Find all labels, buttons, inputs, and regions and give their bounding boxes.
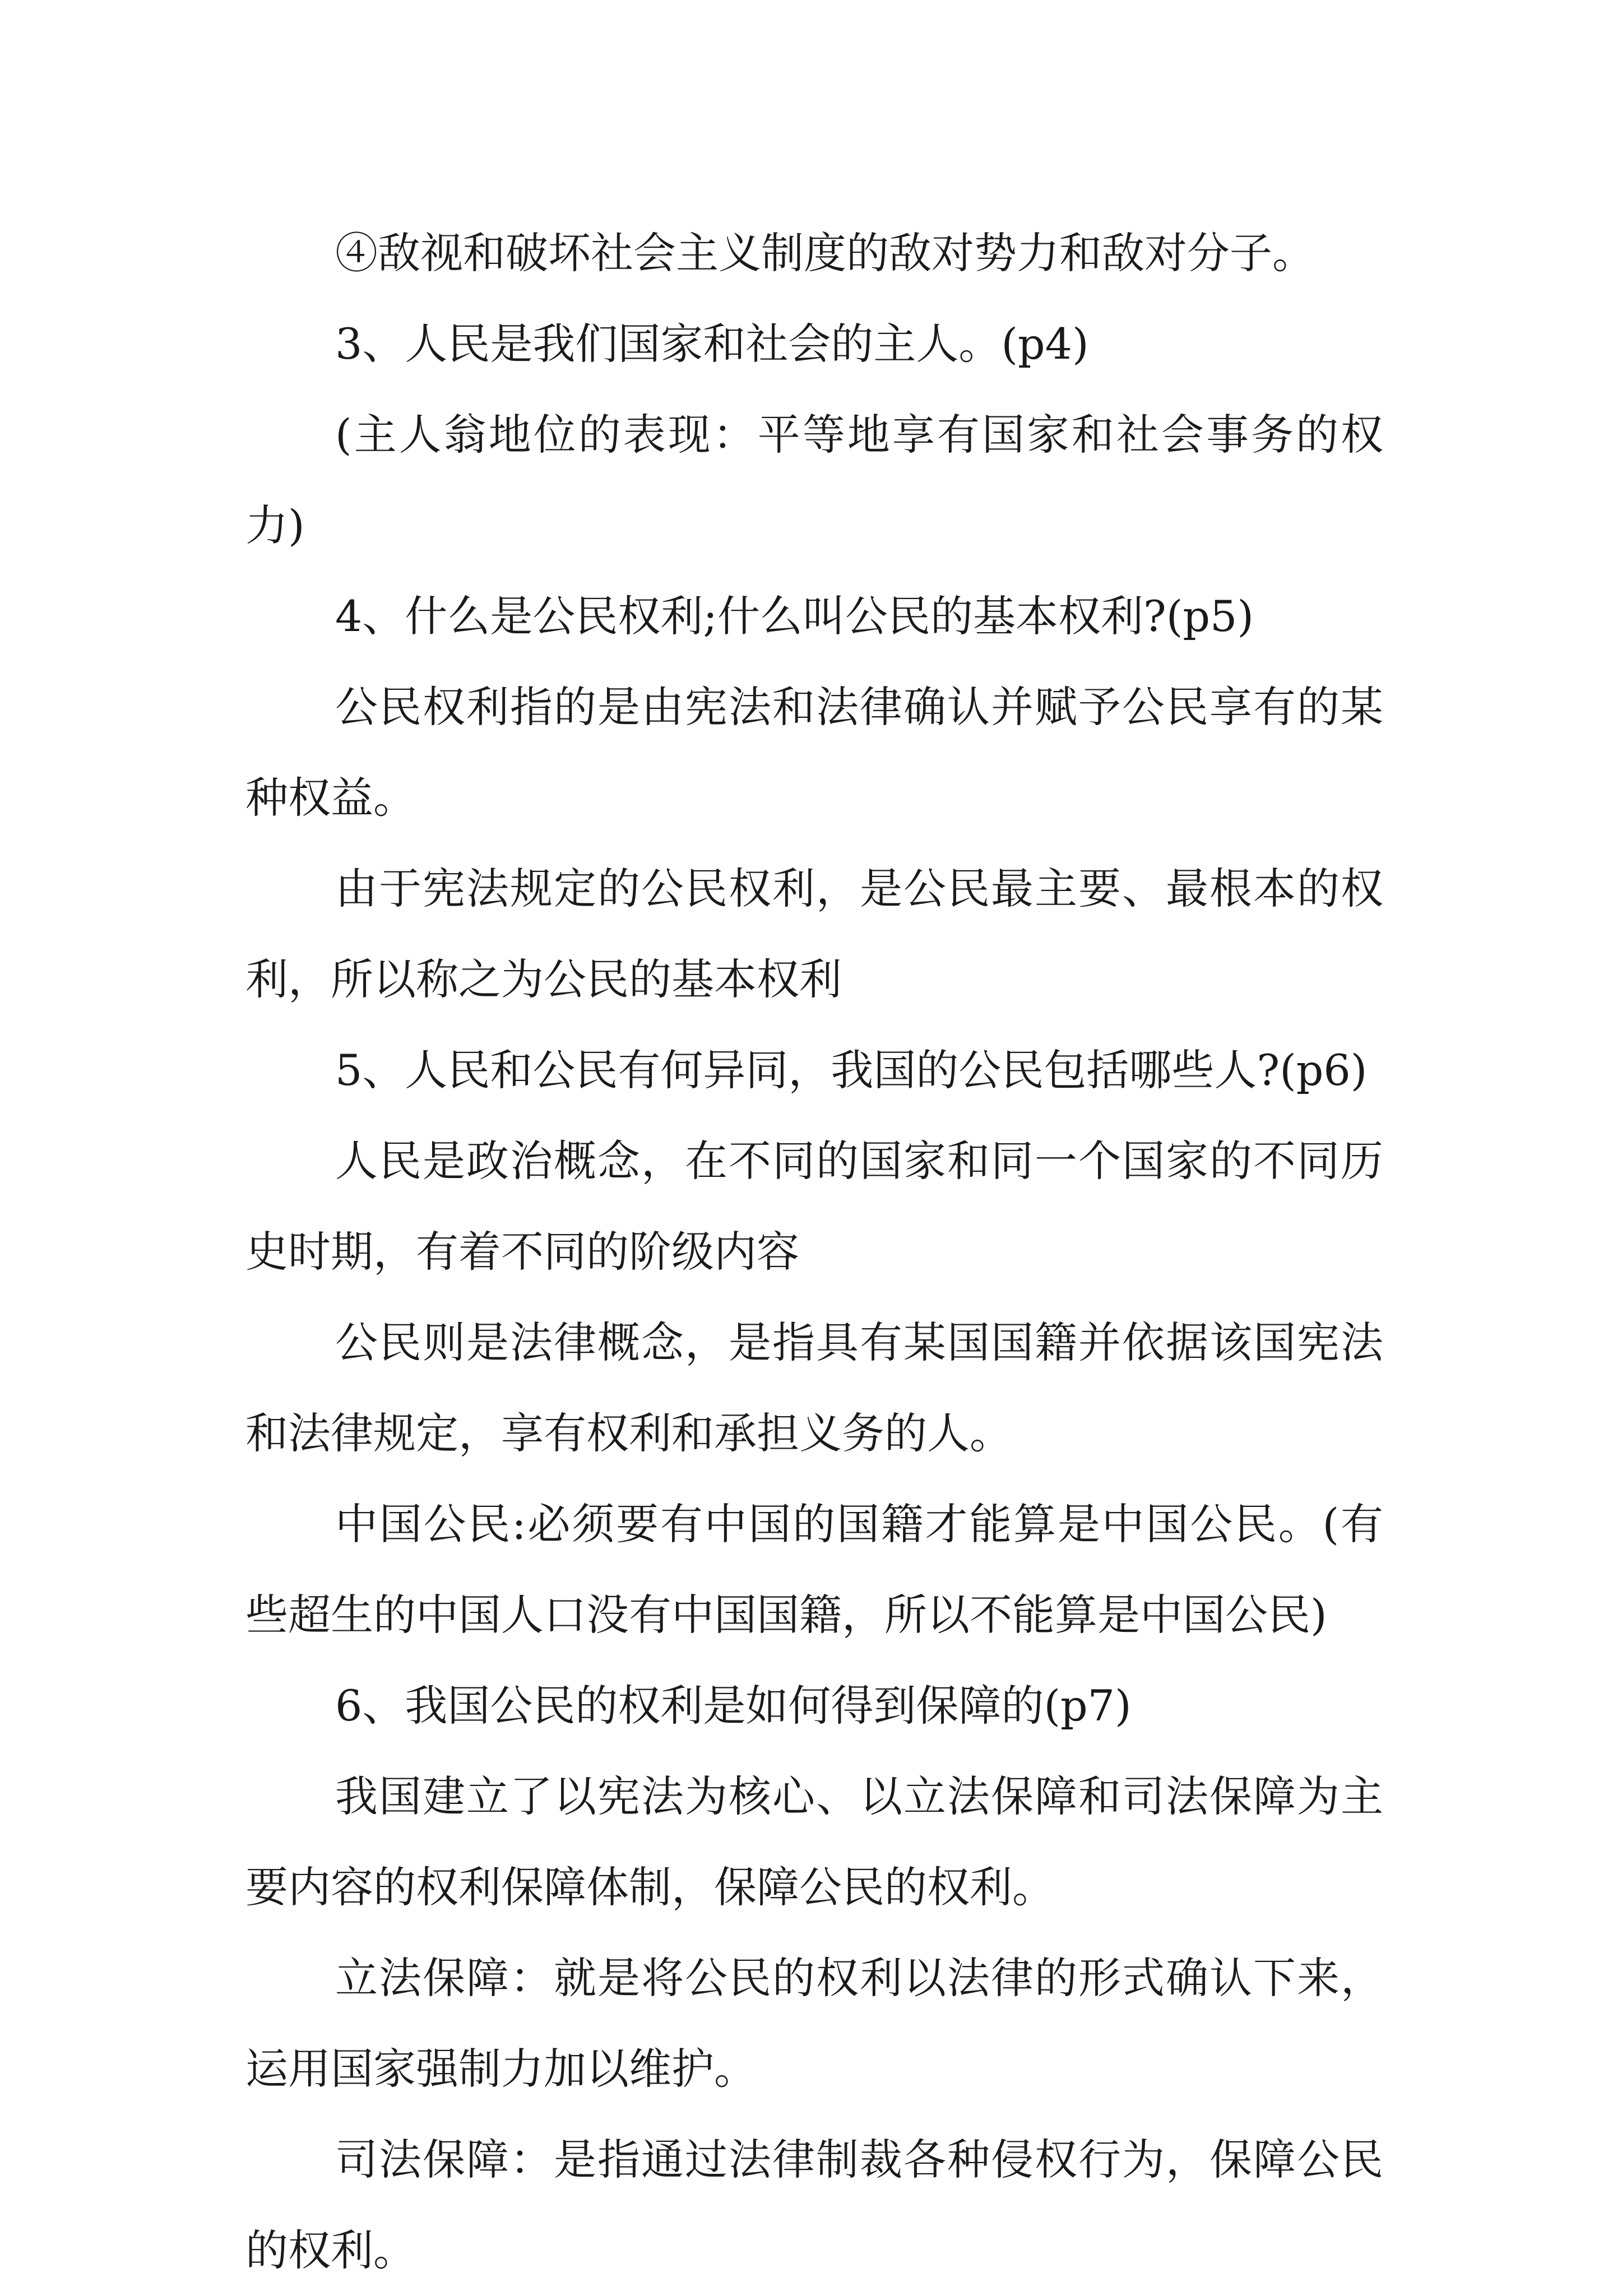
paragraph-chinese-citizen: 中国公民:必须要有中国的国籍才能算是中国公民。(有些超生的中国人口没有中国国籍，所以不能算是中国公民) xyxy=(245,1499,1383,1640)
heading-q5-people-vs-citizens: 5、人民和公民有何异同，我国的公民包括哪些人?(p6) xyxy=(335,1045,1368,1095)
paragraph-legislative-protection: 立法保障：就是将公民的权利以法律的形式确认下来，运用国家强制力加以维护。 xyxy=(245,1953,1383,2094)
paragraph-master-status: (主人翁地位的表现：平等地享有国家和社会事务的权力) xyxy=(245,410,1383,550)
paragraph-citizen-rights-definition: 公民权利指的是由宪法和法律确认并赋予公民享有的某种权益。 xyxy=(245,682,1383,823)
paragraph-protection-system: 我国建立了以宪法为核心、以立法保障和司法保障为主要内容的权利保障体制，保障公民的权利。 xyxy=(245,1771,1383,1912)
paragraph-people-political-concept: 人民是政治概念，在不同的国家和同一个国家的不同历史时期，有着不同的阶级内容 xyxy=(245,1136,1383,1277)
document-body xyxy=(245,208,1383,2296)
heading-q3-people-masters: 3、人民是我们国家和社会的主人。(p4) xyxy=(335,319,1089,369)
paragraph-hostile-forces: ④敌视和破坏社会主义制度的敌对势力和敌对分子。 xyxy=(335,228,1315,278)
heading-q6-rights-protection: 6、我国公民的权利是如何得到保障的(p7) xyxy=(335,1681,1132,1731)
paragraph-citizen-legal-concept: 公民则是法律概念，是指具有某国国籍并依据该国宪法和法律规定，享有权利和承担义务的人。 xyxy=(245,1318,1383,1458)
heading-q4-citizen-rights: 4、什么是公民权利;什么叫公民的基本权利?(p5) xyxy=(335,591,1254,641)
paragraph-basic-rights: 由于宪法规定的公民权利，是公民最主要、最根本的权利，所以称之为公民的基本权利 xyxy=(245,864,1383,1004)
paragraph-judicial-protection: 司法保障：是指通过法律制裁各种侵权行为，保障公民的权利。 xyxy=(245,2135,1383,2275)
